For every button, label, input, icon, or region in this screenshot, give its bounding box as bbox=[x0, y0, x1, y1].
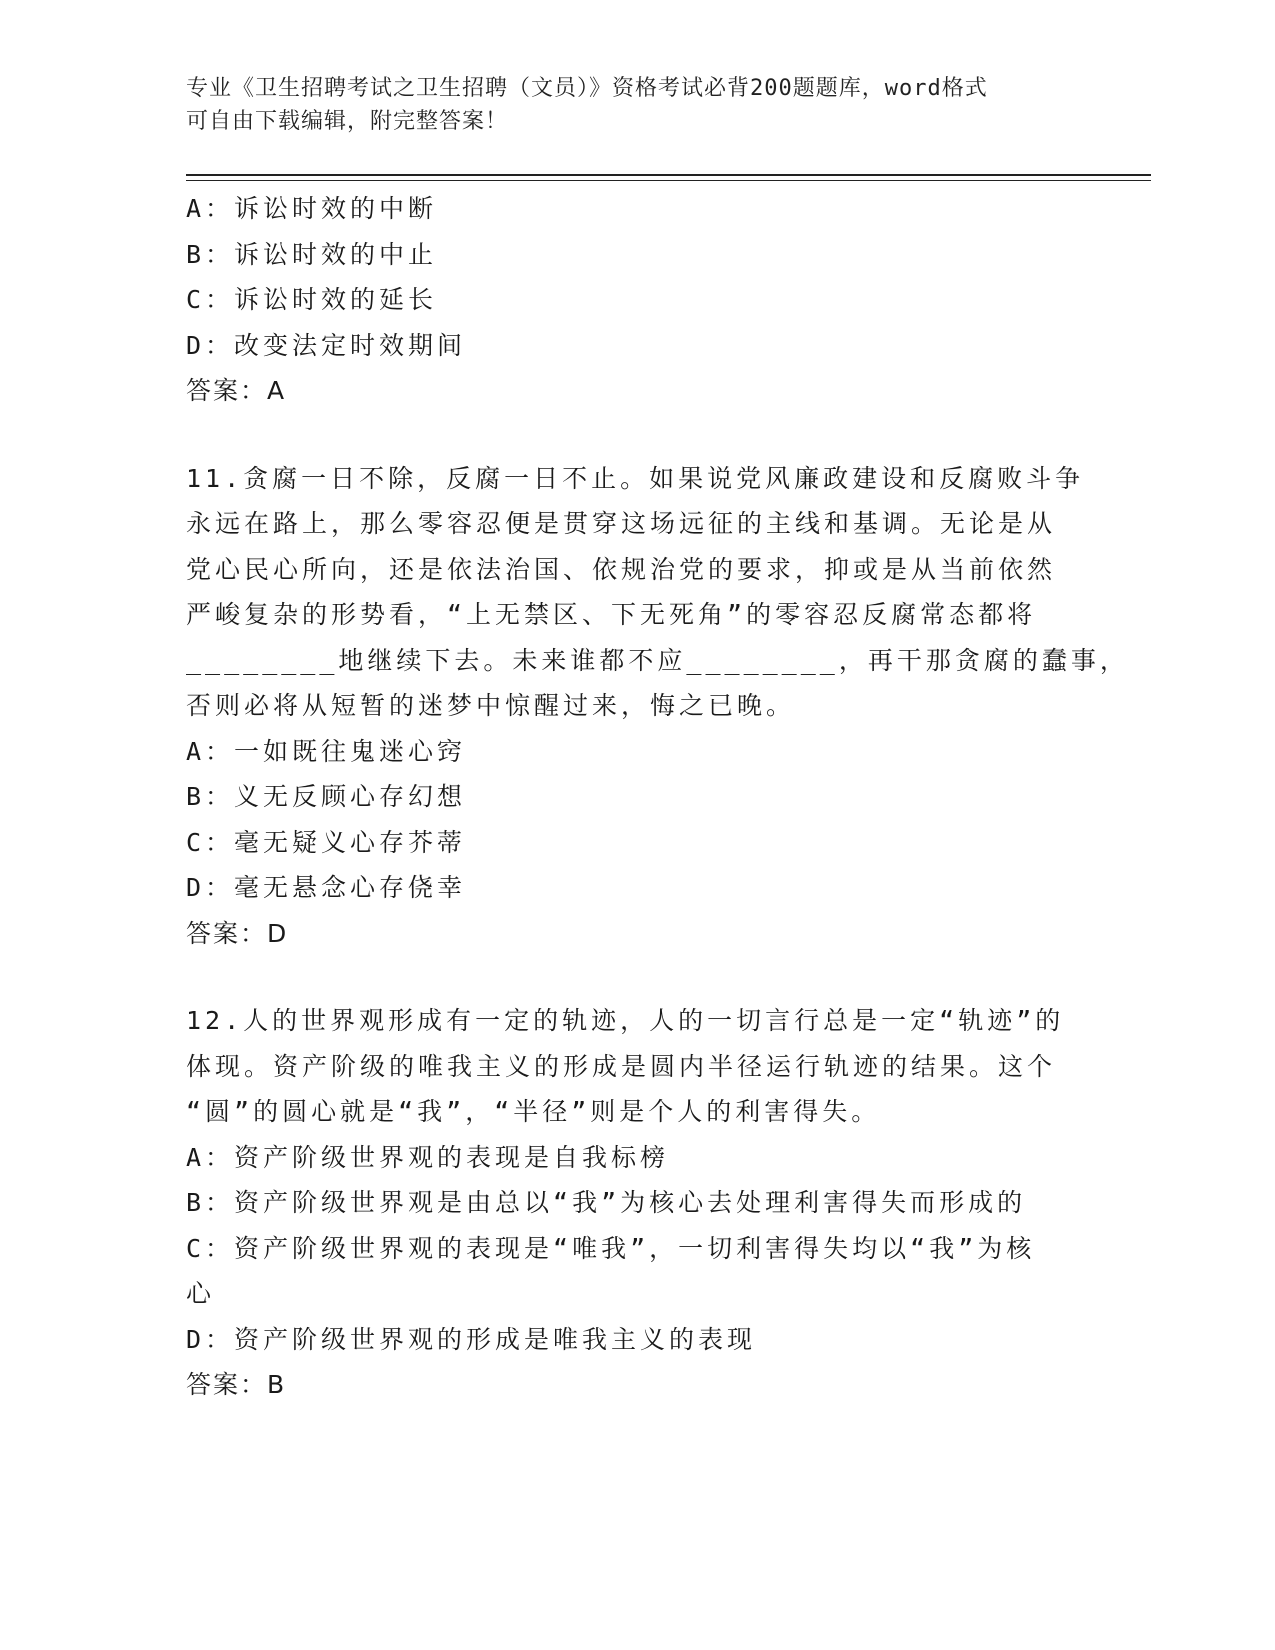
option-d: D：资产阶级世界观的形成是唯我主义的表现 bbox=[186, 1324, 757, 1354]
option-a: A：资产阶级世界观的表现是自我标榜 bbox=[186, 1142, 670, 1172]
option-c: C：资产阶级世界观的表现是“唯我”，一切利害得失均以“我”为核 bbox=[186, 1233, 1036, 1263]
question-content bbox=[186, 186, 1129, 1408]
header-divider-thick bbox=[186, 174, 1151, 176]
option-c: C：毫无疑义心存芥蒂 bbox=[186, 827, 467, 857]
header-line-1: 专业《卫生招聘考试之卫生招聘（文员）》资格考试必背200题题库，word格式 bbox=[186, 76, 988, 101]
option-c: C：诉讼时效的延长 bbox=[186, 285, 438, 314]
question-10-block bbox=[186, 186, 1066, 414]
answer-label: 答案：B bbox=[186, 1370, 287, 1399]
question-11-block bbox=[186, 456, 1129, 957]
spacer bbox=[186, 956, 1066, 998]
question-stem-line: 12.人的世界观形成有一定的轨迹，人的一切言行总是一定“轨迹”的 bbox=[186, 1006, 1065, 1035]
question-stem-line: 否则必将从短暂的迷梦中惊醒过来，悔之已晚。 bbox=[186, 691, 796, 720]
question-stem-line: “圆”的圆心就是“我”，“半径”则是个人的利害得失。 bbox=[186, 1097, 881, 1126]
header-divider-thin bbox=[186, 180, 1151, 181]
option-b: B：资产阶级世界观是由总以“我”为核心去处理利害得失而形成的 bbox=[186, 1188, 1027, 1217]
option-a: A：诉讼时效的中断 bbox=[186, 194, 438, 223]
answer-label: 答案：A bbox=[186, 376, 287, 405]
question-12-block bbox=[186, 998, 1066, 1408]
answer-label: 答案：D bbox=[186, 918, 289, 948]
option-b: B：义无反顾心存幻想 bbox=[186, 782, 467, 811]
header-line-2: 可自由下载编辑，附完整答案！ bbox=[186, 109, 509, 134]
document-header bbox=[186, 72, 1066, 138]
question-stem-line: 严峻复杂的形势看，“上无禁区、下无死角”的零容忍反腐常态都将 bbox=[186, 600, 1037, 629]
option-c-continuation: 心 bbox=[186, 1279, 216, 1308]
option-d: D：毫无悬念心存侥幸 bbox=[186, 873, 467, 902]
option-d: D：改变法定时效期间 bbox=[186, 330, 467, 360]
option-a: A：一如既往鬼迷心窍 bbox=[186, 736, 467, 766]
option-b: B：诉讼时效的中止 bbox=[186, 239, 438, 269]
question-stem-line: 体现。资产阶级的唯我主义的形成是圆内半径运行轨迹的结果。这个 bbox=[186, 1051, 1057, 1081]
question-stem-line: 党心民心所向，还是依法治国、依规治党的要求，抑或是从当前依然 bbox=[186, 554, 1057, 584]
question-stem-line: ________地继续下去。未来谁都不应________，再干那贪腐的蠢事， bbox=[186, 645, 1129, 675]
spacer bbox=[186, 414, 1066, 456]
question-stem-line: 永远在路上，那么零容忍便是贯穿这场远征的主线和基调。无论是从 bbox=[186, 509, 1057, 538]
question-stem-line: 11.贪腐一日不除，反腐一日不止。如果说党风廉政建设和反腐败斗争 bbox=[186, 463, 1085, 493]
